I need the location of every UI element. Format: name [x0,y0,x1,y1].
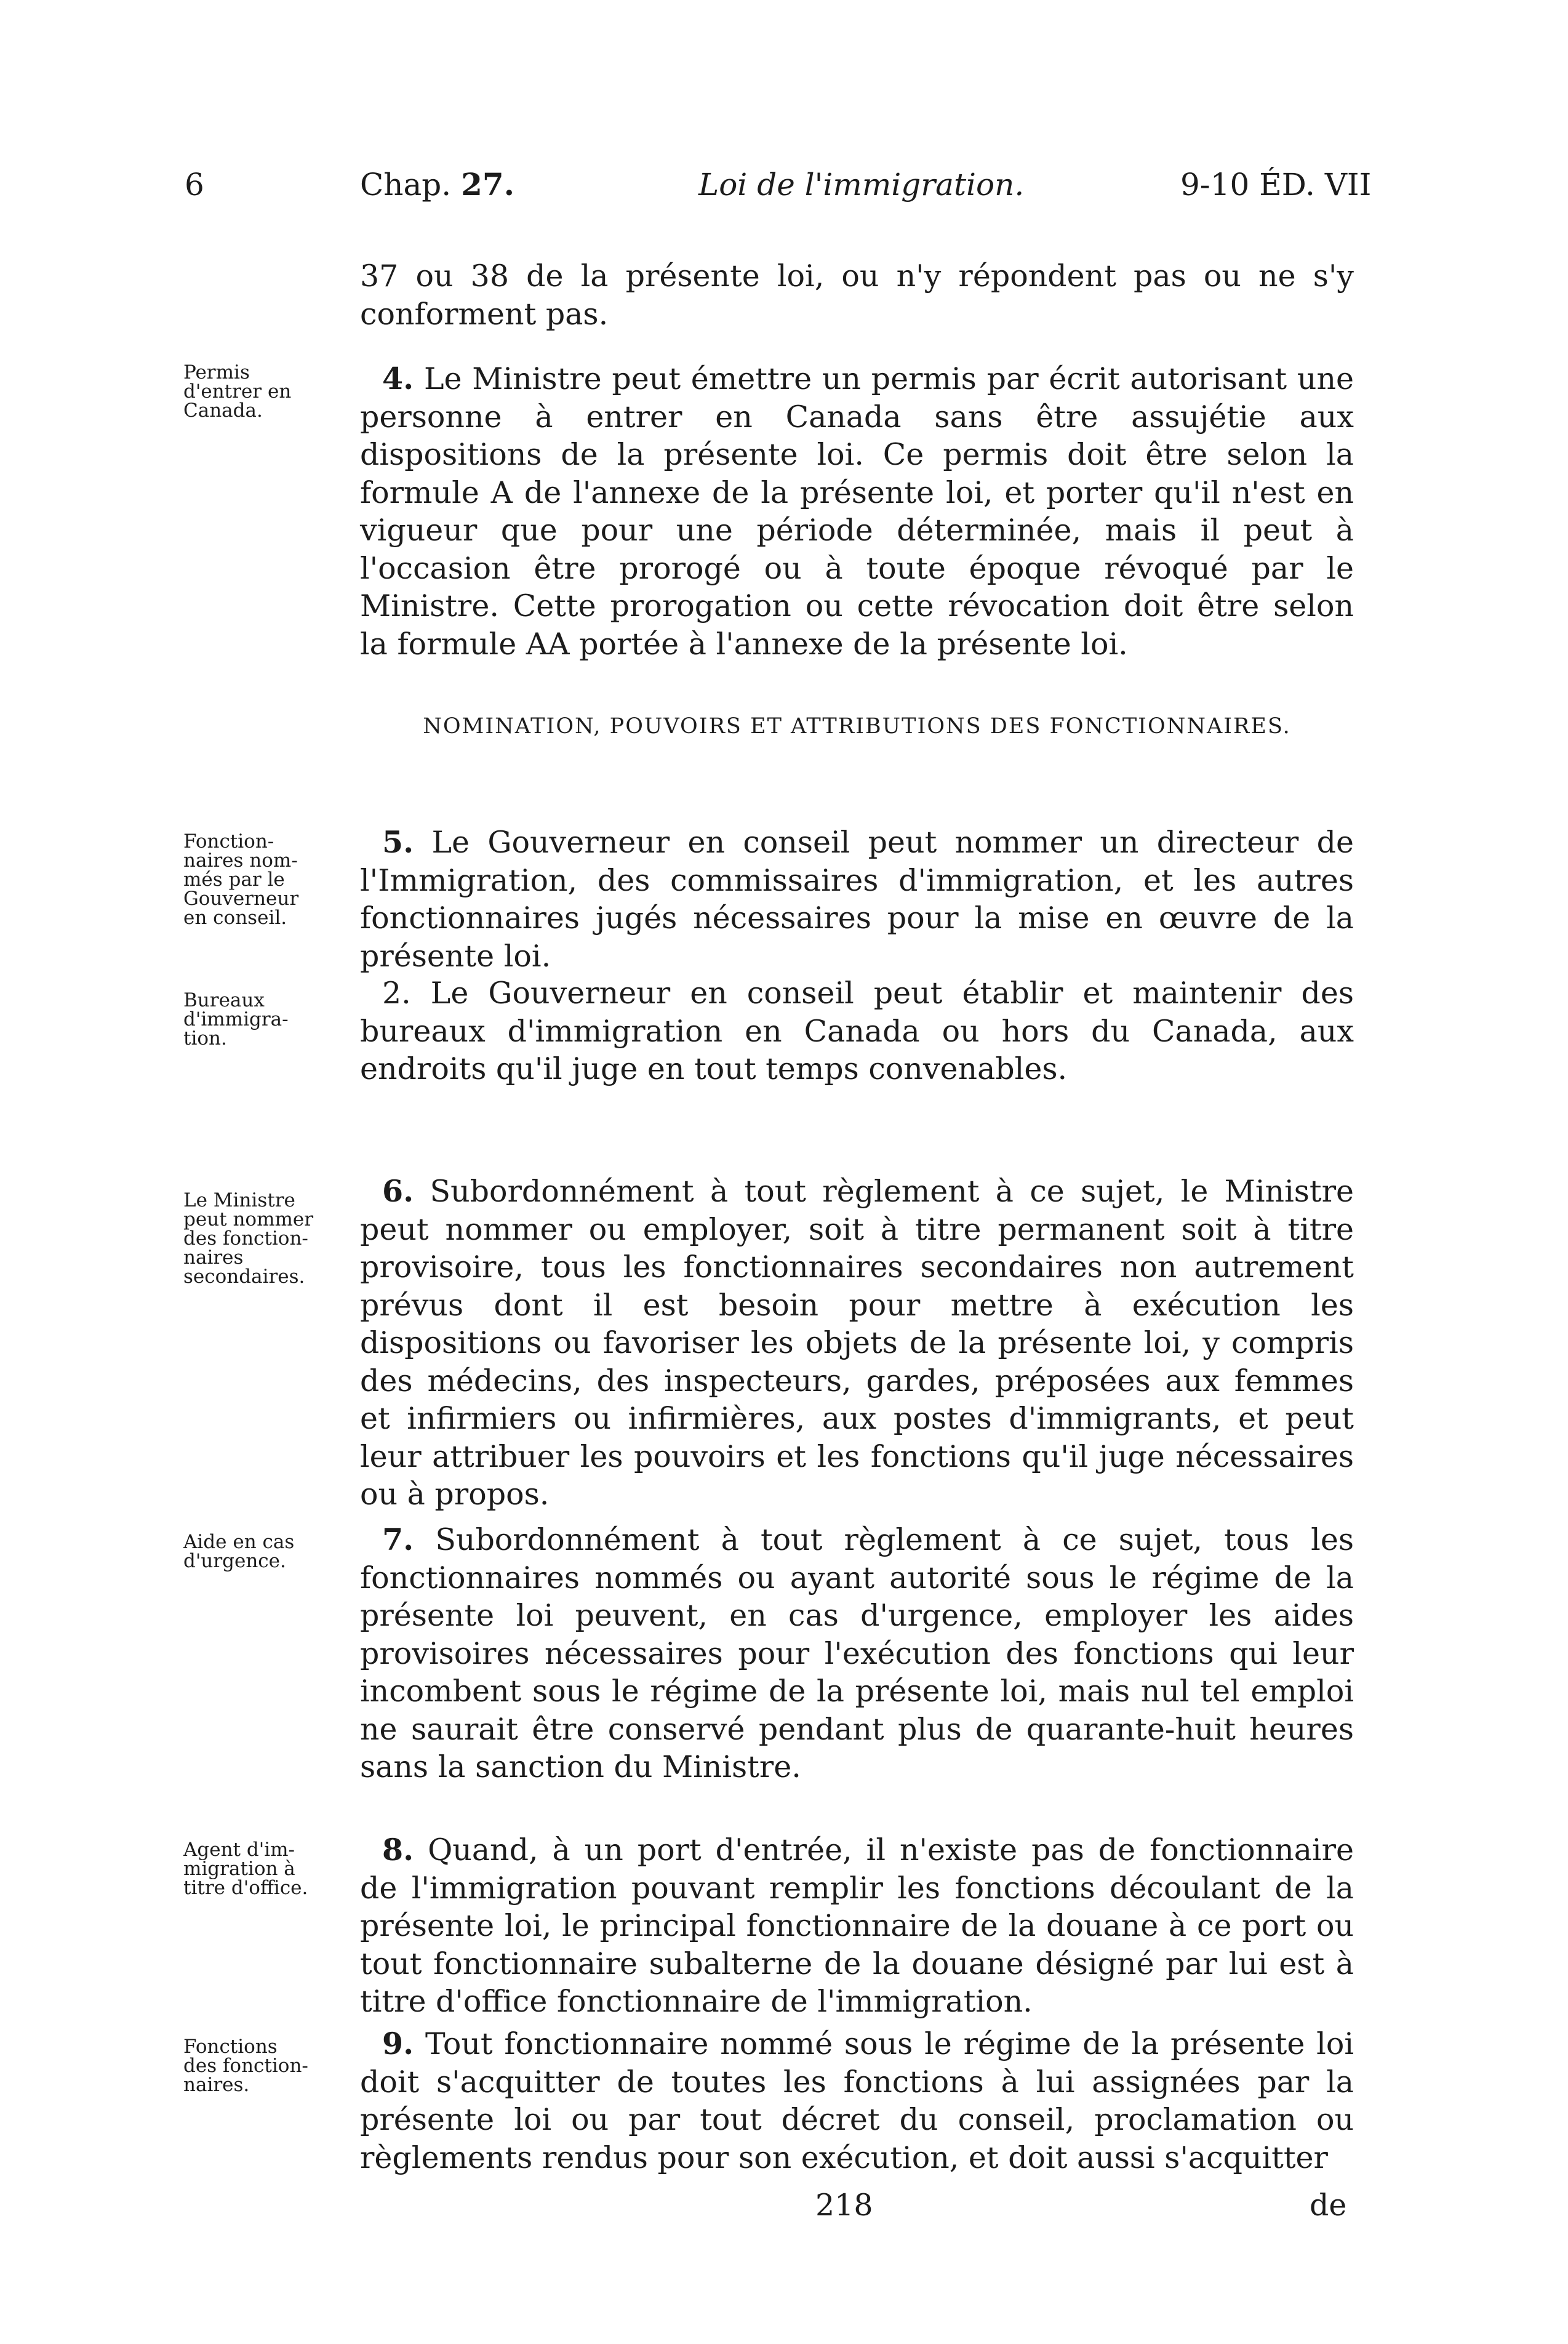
section-number: 7. [382,1522,414,1557]
continuation-text: 37 ou 38 de la présente loi, ou n'y répondent pas ou ne s'y conforment pas. [360,259,1354,332]
section-7-paragraph [360,1521,1354,1786]
header-title: Loi de l'immigration. [698,167,1025,203]
section-number: 5. [382,824,414,860]
section-7 [360,1521,1354,1786]
margin-note-text: Bureaux d'immigra- tion. [183,989,289,1050]
section-6-paragraph [360,1173,1354,1514]
margin-note-text: Aide en cas d'urgence. [183,1531,295,1572]
section-9 [360,2025,1354,2177]
section-text: Le Gouverneur en conseil peut établir et maintenir des bureaux d'immigration en Canada ou hors du Canada, aux endroits qu'il juge en tout temps convenables. [360,976,1354,1086]
section-text: Subordonnément à tout règlement à ce sujet, le Ministre peut nommer ou employer, soit à titre permanent soit à titre provisoire, tous les fonctionnaires secondaires non autrement prévus dont il est besoin pour mettre à exécution les dispositions ou favoriser les objets de la présente loi, y compris des médecins, des inspecteurs, gardes, préposées aux femmes et infirmiers ou infirmières, aux postes d'immigrants, et peut leur attribuer les pouvoirs et les fonctions qu'il juge nécessaires ou à propos. [360,1174,1354,1512]
margin-note-section-5 [183,832,340,928]
section-heading: NOMINATION, POUVOIRS ET ATTRIBUTIONS DES FONCTIONNAIRES. [423,714,1291,739]
header-regnal-year: 9-10 ÉD. VII [1180,167,1372,203]
margin-note-section-8 [183,1840,340,1898]
section-number: 4. [382,361,414,396]
header-chapter-number: 27. [461,166,515,203]
continuation-paragraph [360,257,1354,333]
footer-page-number: 218 [815,2188,873,2223]
section-text: Le Gouverneur en conseil peut nommer un directeur de l'Immigration, des commissaires d'immigration, et les autres fonctionnaires jugés nécessaires pour la mise en œuvre de la présente loi. [360,825,1354,974]
section-4-paragraph [360,360,1354,663]
subsection-number: 2. [382,976,411,1011]
section-text: Quand, à un port d'entrée, il n'existe pas de fonctionnaire de l'immigration pouvant remplir les fonctions découlant de la présente loi, le principal fonctionnaire de la douane à ce port ou tout fonctionnaire subalterne de la douane désigné par lui est à titre d'office fonctionnaire de l'immigration. [360,1832,1354,2019]
header-chapter [360,166,514,203]
header-page-number: 6 [185,167,204,203]
section-5-2 [360,974,1354,1088]
section-5-paragraph [360,824,1354,975]
margin-note-section-4 [183,363,340,420]
margin-note-text: Fonction- naires nom- més par le Gouverneur en conseil. [183,830,299,929]
section-number: 8. [382,1832,414,1868]
footer-catchword: de [1310,2188,1347,2223]
section-8-paragraph [360,1831,1354,2021]
section-text: Subordonnément à tout règlement à ce sujet, tous les fonctionnaires nommés ou ayant autorité sous le régime de la présente loi peuvent, en cas d'urgence, employer les aides provisoires nécessaires pour l'exécution des fonctions qui leur incombent sous le régime de la présente loi, mais nul tel emploi ne saurait être conservé pendant plus de quarante-huit heures sans la sanction du Ministre. [360,1522,1354,1784]
margin-note-text: Permis d'entrer en Canada. [183,361,292,422]
margin-note-text: Le Ministre peut nommer des fonction- naires secondaires. [183,1189,314,1288]
margin-note-section-7 [183,1533,340,1571]
section-4 [360,360,1354,663]
margin-note-section-5-2 [183,991,340,1048]
section-6 [360,1173,1354,1514]
section-5 [360,824,1354,975]
section-5-2-paragraph [360,974,1354,1088]
section-text: Tout fonctionnaire nommé sous le régime de la présente loi doit s'acquitter de toutes les fonctions à lui assignées par la présente loi ou par tout décret du conseil, proclamation ou règlements rendus pour son exécution, et doit aussi s'acquitter [360,2026,1354,2175]
margin-note-section-9 [183,2037,340,2095]
margin-note-text: Agent d'im- migration à titre d'office. [183,1839,308,1899]
section-9-paragraph [360,2025,1354,2177]
section-number: 9. [382,2026,414,2061]
margin-note-section-6 [183,1191,340,1286]
section-number: 6. [382,1173,414,1209]
header-chapter-prefix: Chap. [360,167,452,203]
margin-note-text: Fonctions des fonction- naires. [183,2036,308,2096]
section-8 [360,1831,1354,2021]
section-text: Le Ministre peut émettre un permis par écrit autorisant une personne à entrer en Canada sans être assujétie aux dispositions de la présente loi. Ce permis doit être selon la formule A de l'annexe de la présente loi, et porter qu'il n'est en vigueur que pour une période déterminée, mais il peut à l'occasion être prorogé ou à toute époque révoqué par le Ministre. Cette prorogation ou cette révocation doit être selon la formule AA portée à l'annexe de la présente loi. [360,361,1354,662]
